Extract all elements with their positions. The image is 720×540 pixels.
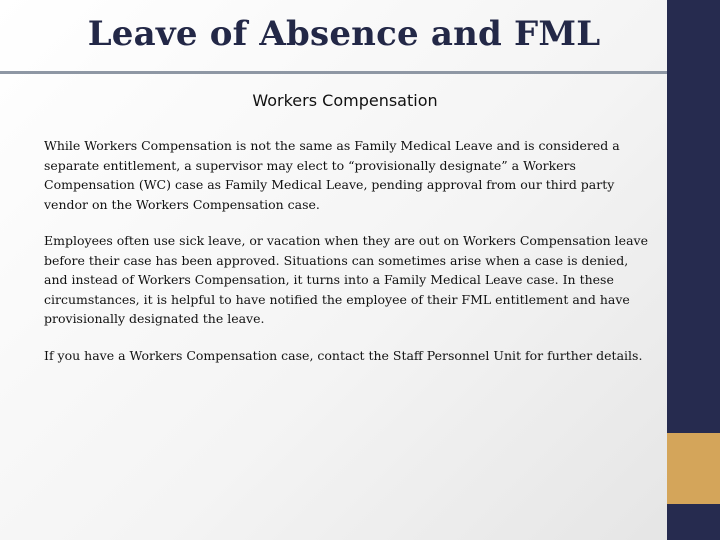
slide-subtitle: Workers Compensation	[252, 91, 438, 110]
body-paragraph-3: If you have a Workers Compensation case, contact the Staff Personnel Unit for further details.	[44, 347, 643, 363]
slide-title: Leave of Absence and FML	[87, 14, 601, 54]
body-paragraph-1: While Workers Compensation is not the same as Family Medical Leave and is considered a separate entitlement, a supervisor may elect to “provisionally designate” a Workers Compensation (WC) case as Family Medical Leave, pending approval from our third party vendor on the Workers Compensation case.	[44, 138, 620, 212]
slide-body	[44, 136, 650, 382]
right-gold-accent	[667, 433, 720, 504]
title-divider	[0, 71, 667, 74]
body-paragraph-2: Employees often use sick leave, or vacation when they are out on Workers Compensation leave before their case has been approved. Situations can sometimes arise when a case is denied, and instead of Workers Compensation, it turns into a Family Medical Leave case. In these circumstances, it is helpful to have notified the employee of their FML entitlement and have provisionally designated the leave.	[44, 233, 648, 326]
